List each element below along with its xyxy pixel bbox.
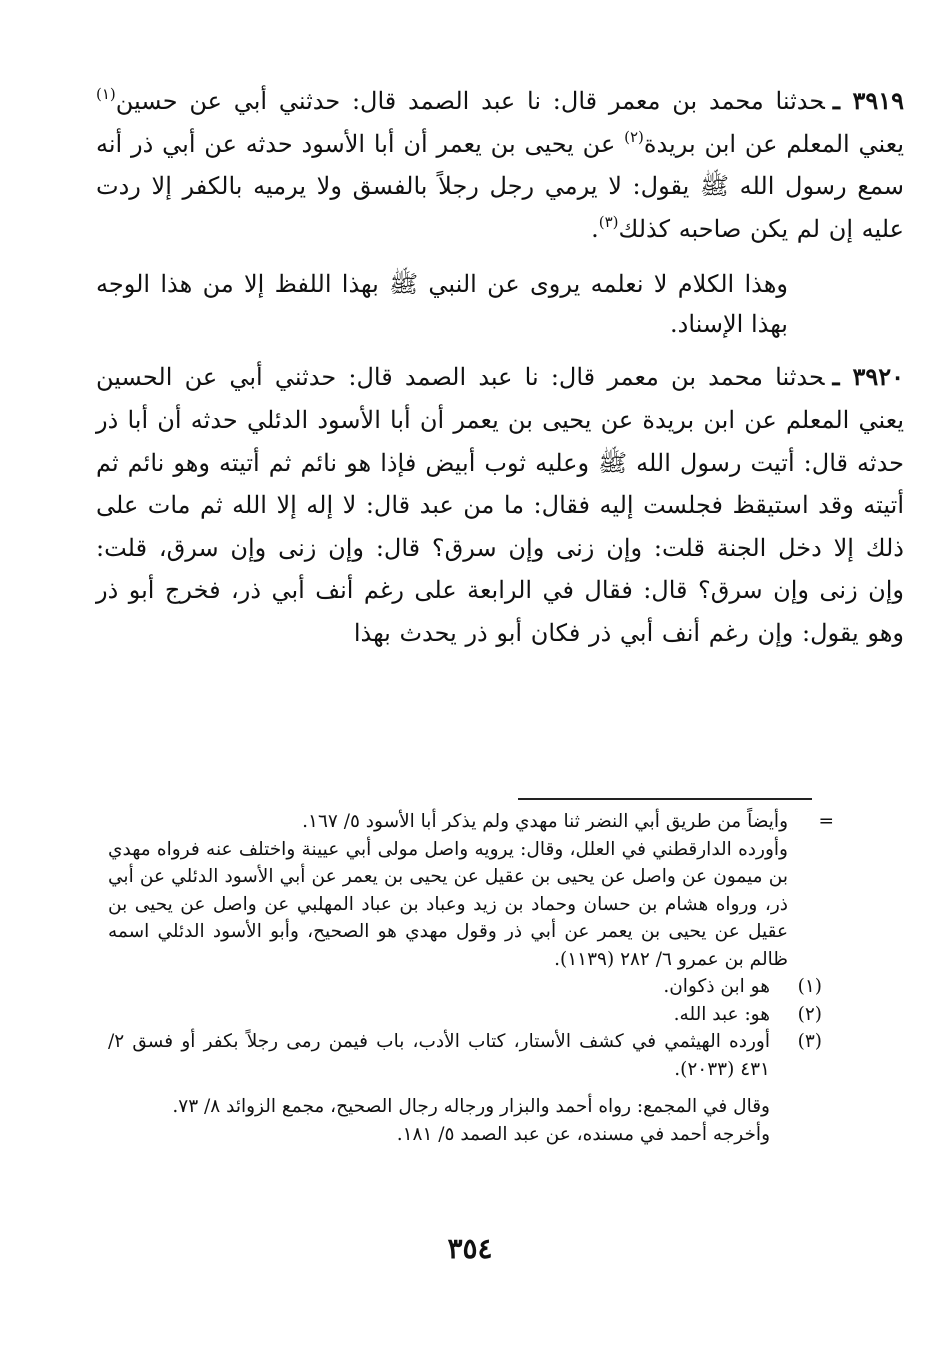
footnote-text: هو ابن ذكوان. [663, 976, 770, 997]
footnote-line: وأيضاً من طريق أبي النضر ثنا مهدي ولم يذكر أبا الأسود ٥/ ١٦٧. [302, 811, 788, 832]
hadith-3919 [96, 80, 904, 250]
footnote-line: وقال في المجمع: رواه أحمد والبزار ورجاله رجال الصحيح، مجمع الزوائد ٨/ ٧٣. [172, 1096, 770, 1117]
hadith-number: ٣٩٢٠ ـ [832, 362, 904, 392]
footnote-marker: (٣) [598, 212, 619, 231]
footnote-3 [108, 1028, 822, 1083]
footnote-marker: (٢) [624, 127, 644, 146]
hadith-text: حدثنا محمد بن معمر قال: نا عبد الصمد قال: حدثني أبي عن حسين [115, 87, 825, 115]
footnotes [108, 808, 834, 1148]
hadith-text: . [591, 214, 599, 243]
footnote-3-extra [108, 1093, 822, 1148]
hadith-text: يعني المعلم عن ابن بريدة [643, 129, 904, 158]
footnote-2 [108, 1001, 822, 1029]
hadith-number: ٣٩١٩ ـ [832, 86, 904, 115]
footnote-text: هو: عبد الله. [673, 1003, 770, 1025]
main-text [96, 80, 904, 655]
page-number: ٣٥٤ [447, 1232, 493, 1265]
footnote-number: (٢) [797, 1003, 822, 1025]
footnote-line: وأخرجه أحمد في مسنده، عن عبد الصمد ٥/ ١٨١. [396, 1123, 770, 1145]
continuation-mark: = [818, 811, 834, 832]
hadith-comment: وهذا الكلام لا نعلمه يروى عن النبي ﷺ بهذا اللفظ إلا من هذا الوجه بهذا الإسناد. [96, 270, 788, 339]
footnote-line: وأورده الدارقطني في العلل، وقال: يرويه واصل مولى أبي عيينة واختلف عنه فرواه مهدي بن ميمون عن واصل عن يحيى بن عقيل عن يحيى بن يعمر عن أبي الأسود الدئلي عن أبي ذر، ورواه هشام بن حسان وحماد بن زيد وعباد بن عباد المهلبي عن واصل عن يحيى بن عقيل عن يحيى بن يعمر عن أبي ذر وقول مهدي هو الصحيح، وأبو الأسود الدئلي اسمه ظالم بن عمرو ٦/ ٢٨٢ (١١٣٩). [108, 838, 788, 970]
footnote-marker: (١) [96, 85, 116, 103]
footnote-text: أورده الهيثمي في كشف الأستار، كتاب الأدب، باب فيمن رمى رجلاً بكفر أو فسق ٢/ ٤٣١ (٢٠٣٣). [108, 1031, 770, 1080]
footnote-1 [108, 973, 822, 1001]
footnote-separator [518, 798, 812, 800]
hadith-text: عن يحيى بن يعمر أن أبا الأسود حدثه عن أبي ذر أنه سمع رسول الله ﷺ يقول: لا يرمي رجل رجلاً بالفسق ولا يرميه بالكفر إلا ردت عليه إن لم يكن صاحبه كذلك [96, 129, 904, 243]
footnote-continuation [108, 808, 834, 973]
footnote-number: (١) [797, 976, 822, 997]
hadith-3920 [96, 356, 904, 654]
hadith-text: حدثنا محمد بن معمر قال: نا عبد الصمد قال: حدثني أبي عن الحسين يعني المعلم عن ابن بريدة عن يحيى بن يعمر أن أبا الأسود الدئلي حدثه أن أبا ذر حدثه قال: أتيت رسول الله ﷺ وعليه ثوب أبيض فإذا هو نائم ثم أتيته وهو نائم ثم أتيته وقد استيقظ فجلست إليه فقال: ما من عبد قال: لا إله إلا الله ثم مات على ذلك إلا دخل الجنة قلت: وإن زنى وإن سرق؟ قال: وإن زنى وإن سرق، قلت: وإن زنى وإن سرق؟ قال: فقال في الرابعة على رغم أنف أبي ذر، فخرج أبو ذر وهو يقول: وإن رغم أنف أبي ذر فكان أبو ذر يحدث بهذا [96, 363, 904, 647]
footnote-number: (٣) [797, 1031, 822, 1052]
